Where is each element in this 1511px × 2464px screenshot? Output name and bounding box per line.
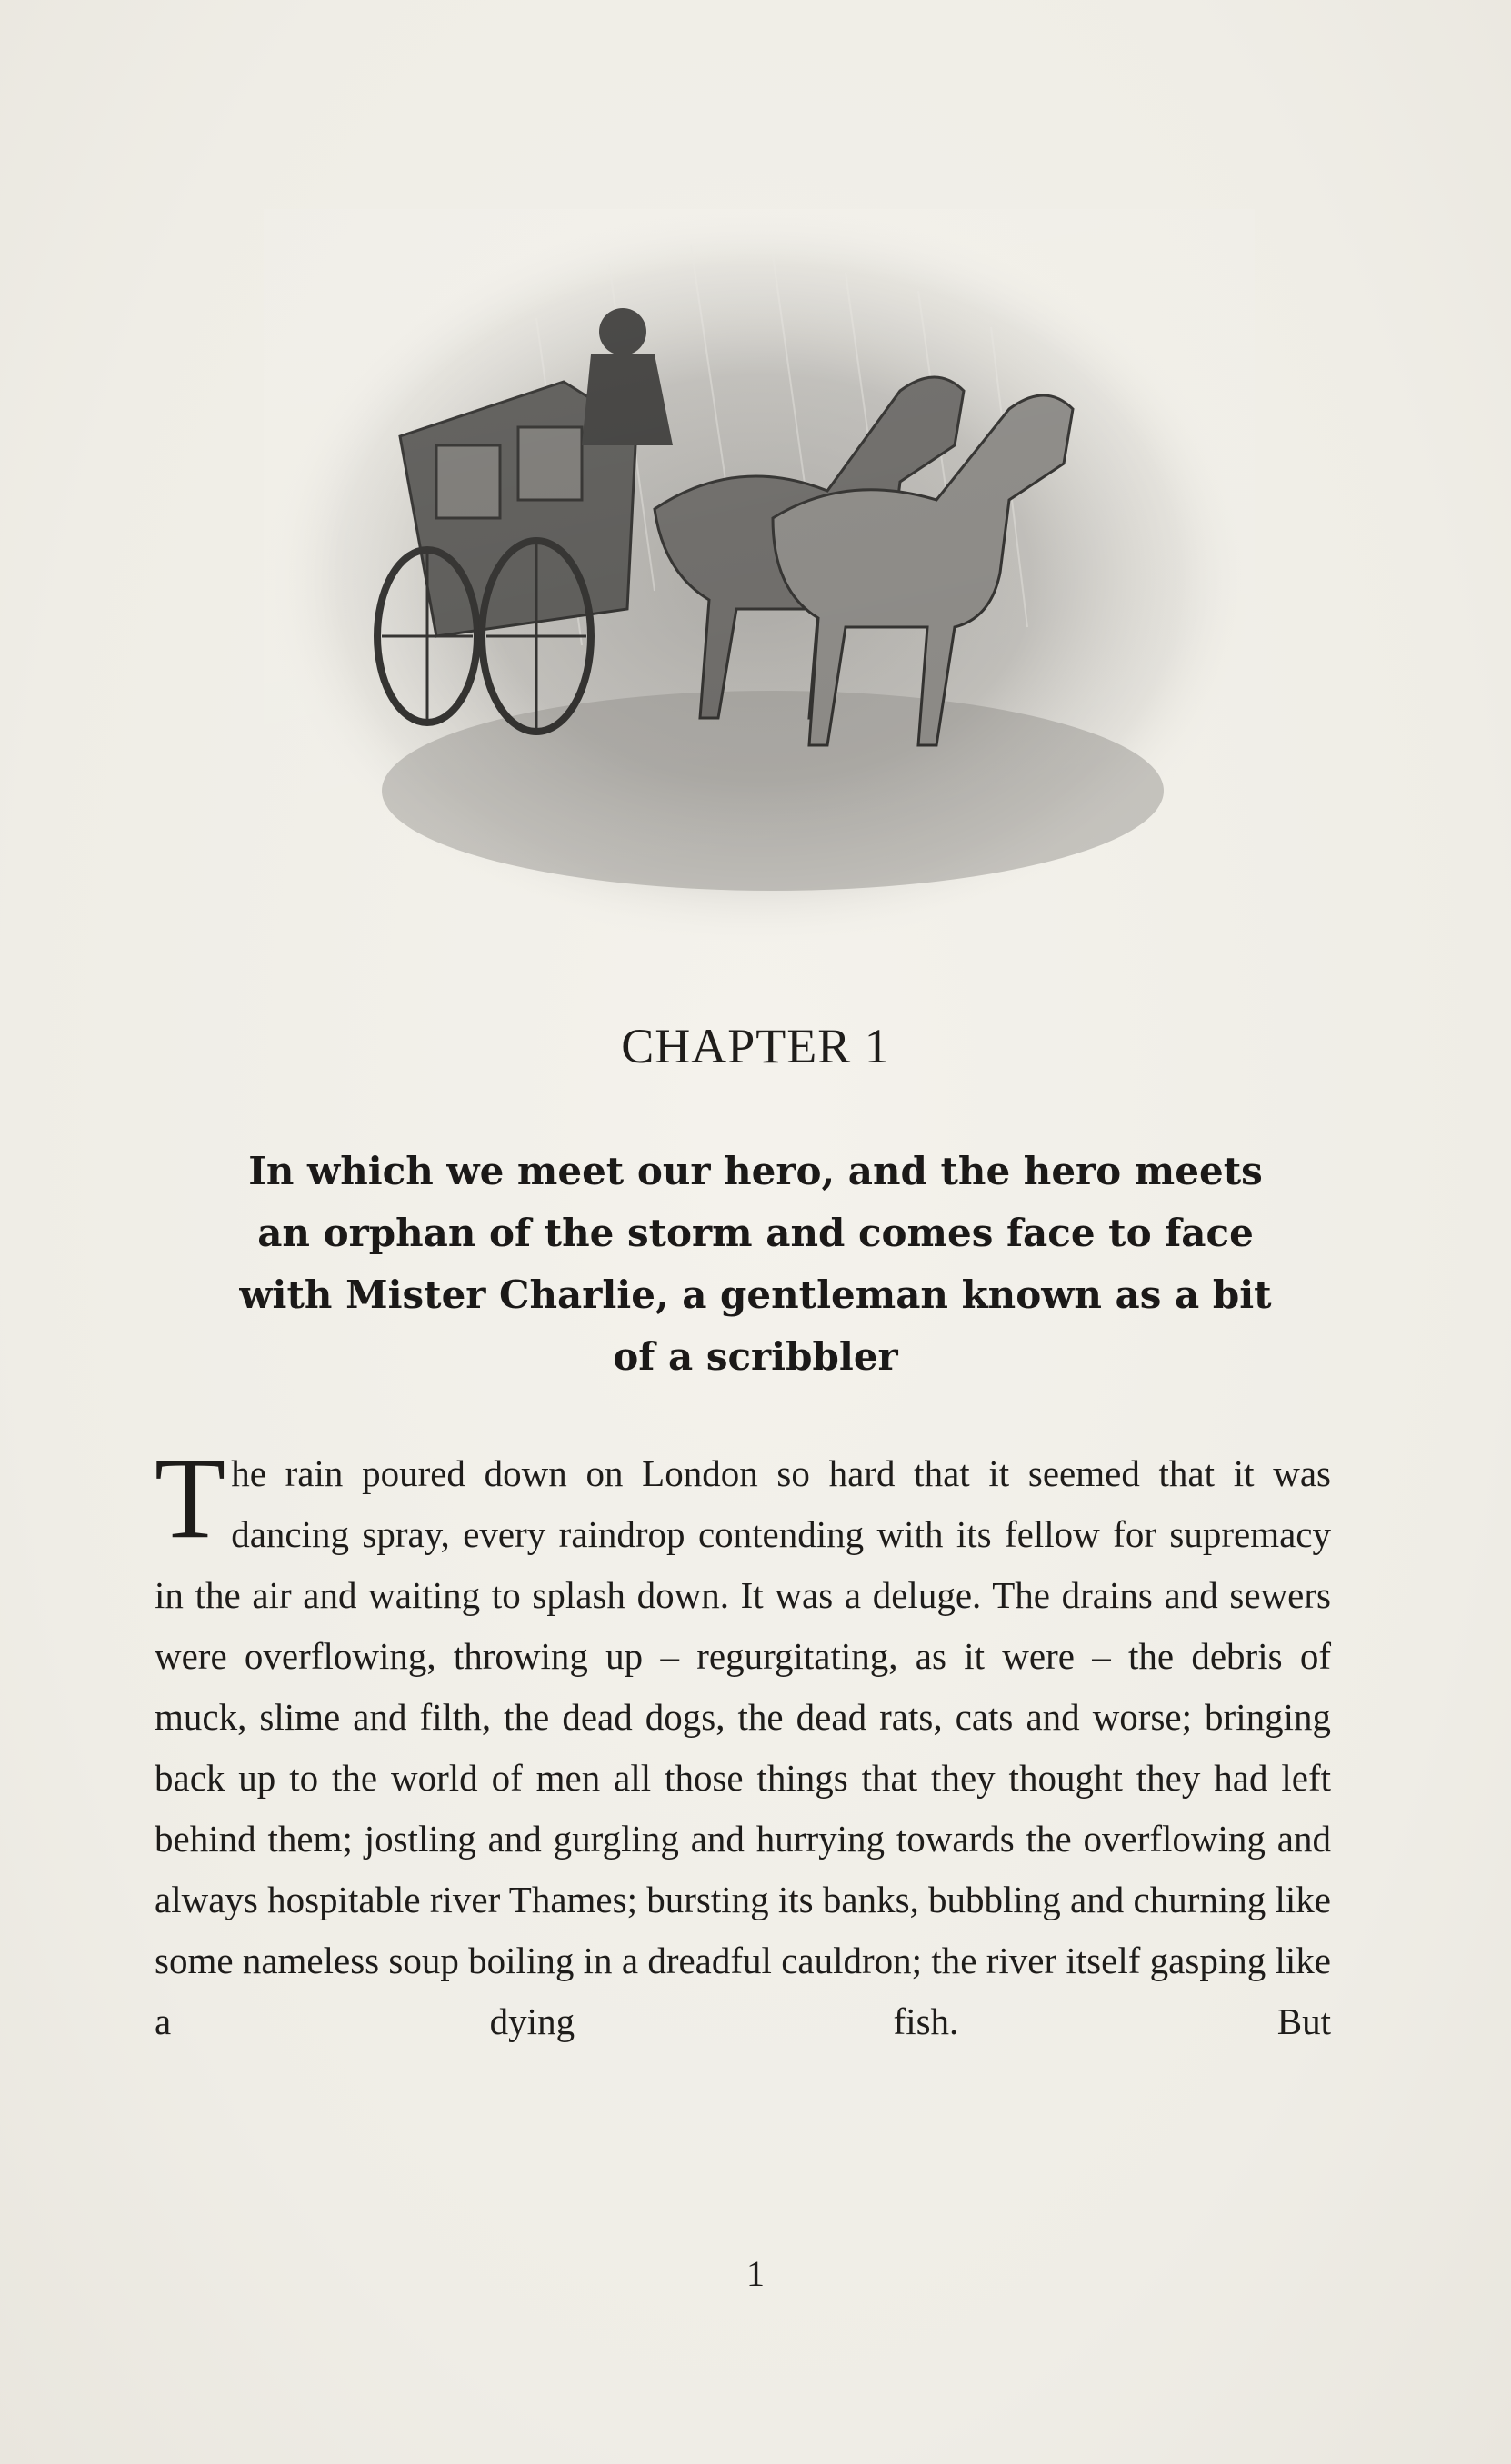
body-paragraph <box>155 1433 1331 2052</box>
drop-cap: T <box>155 1433 226 1562</box>
chapter-subtitle: In which we meet our hero, and the hero meets an orphan of the storm and comes face to face with Mister Charlie, a gentleman known as a bit of a scribbler <box>239 1149 1272 1379</box>
body-text: he rain poured down on London so hard that it seemed that it was dancing spray, every raindrop contending with its fellow for supremacy in the air and waiting to splash down. It was a deluge. The drains and sewers were overflowing, throwing up – regurgitating, as it were – the debris of muck, slime and filth, the dead dogs, the dead rats, cats and worse; bringing back up to the world of men all those things that they thought they had left behind them; jostling and gurgling and hurrying towards the overflowing and always hospitable river Thames; bursting its banks, bubbling and churning like some nameless soup boiling in a dreadful cauldron; the river itself gasping like a dying fish. But <box>155 1452 1331 2042</box>
chapter-heading: CHAPTER 1 <box>621 1019 890 1073</box>
page-number: 1 <box>746 2253 765 2294</box>
carriage-illustration <box>264 209 1255 945</box>
